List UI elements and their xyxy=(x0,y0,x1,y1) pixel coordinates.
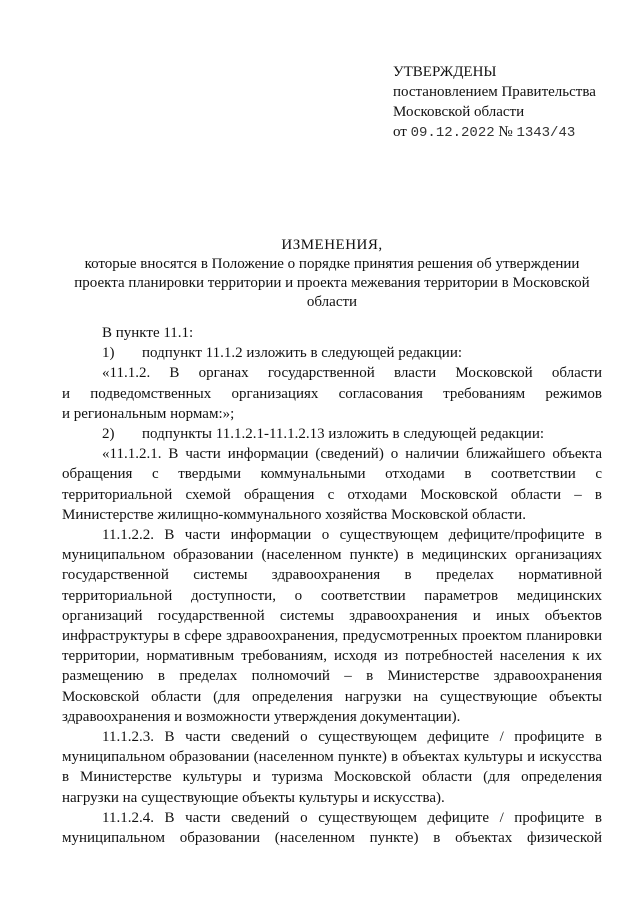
title-heading: ИЗМЕНЕНИЯ, xyxy=(281,237,383,253)
paragraph-11-1-2-3: 11.1.2.3. В части сведений о существующем дефиците / профиците в муниципальном образовании (населенном пункте) в объектах культуры и искусства в Министерстве культуры и туризма Московской области (для определения нагрузки на существующие объекты культуры и искусства). xyxy=(62,729,602,806)
approval-heading: УТВЕРЖДЕНЫ xyxy=(393,64,497,80)
list-item-2 xyxy=(62,424,602,444)
intro-paragraph: В пункте 11.1: xyxy=(102,325,194,341)
approval-region: Московской области xyxy=(393,104,525,120)
paragraph-11-1-2-4: 11.1.2.4. В части сведений о существующем дефиците / профиците в муниципальном образовании (населенном пункте) в объектах физической xyxy=(62,809,602,847)
list-item-text: подпункты 11.1.2.1-11.1.2.13 изложить в следующей редакции: xyxy=(142,426,545,443)
document-title xyxy=(62,236,602,312)
approval-block xyxy=(393,62,596,143)
quote-line-3: и региональным нормам:»; xyxy=(62,405,235,422)
paragraph-11-1-2-1: «11.1.2.1. В части информации (сведений) о наличии ближайшего объекта обращения с твердыми коммунальными отходами в соответствии с территориальной схемой обращения с отходами Московской области – в Министерстве жилищно-коммунального хозяйства Московской области. xyxy=(62,446,602,523)
title-line-3: области xyxy=(306,294,358,310)
list-item-number: 2) xyxy=(102,426,115,443)
title-line-2: проекта планировки территории и проекта межевания территории в Московской xyxy=(74,275,590,291)
approval-date-line xyxy=(393,122,596,143)
list-item-text: подпункт 11.1.2 изложить в следующей редакции: xyxy=(142,345,463,362)
approval-date: 09.12.2022 xyxy=(410,125,495,141)
approval-authority: постановлением Правительства xyxy=(393,84,596,100)
date-prefix: от xyxy=(393,124,407,140)
title-line-1: которые вносятся в Положение о порядке принятия решения об утверждении xyxy=(84,256,580,272)
document-body xyxy=(62,323,602,848)
quote-line-1: «11.1.2. В органах государственной власти Московской области xyxy=(102,365,602,382)
list-item-number: 1) xyxy=(102,345,115,362)
quote-line-2: и подведомственных организациях согласования требованиям режимов xyxy=(62,385,602,402)
paragraph-11-1-2-2: 11.1.2.2. В части информации о существующем дефиците/профиците в муниципальном образовании (населенном пункте) в медицинских организациях государственной системы здравоохранения в пределах нормативной территориальной доступности, о соответствии параметров медицинских организаций государственной системы здравоохранения и иных объектов инфраструктуры в сфере здравоохранения, предусмотренных проектом планировки территории, нормативным требованиям, исходя из потребностей населения к их размещению в пределах полномочий – в Министерстве здравоохранения Московской области (для определения нагрузки на существующие объекты здравоохранения и возможности утверждения документации). xyxy=(62,527,602,725)
approval-number: 1343/43 xyxy=(516,125,576,141)
number-prefix: № xyxy=(498,124,513,140)
list-item-1 xyxy=(62,343,602,363)
